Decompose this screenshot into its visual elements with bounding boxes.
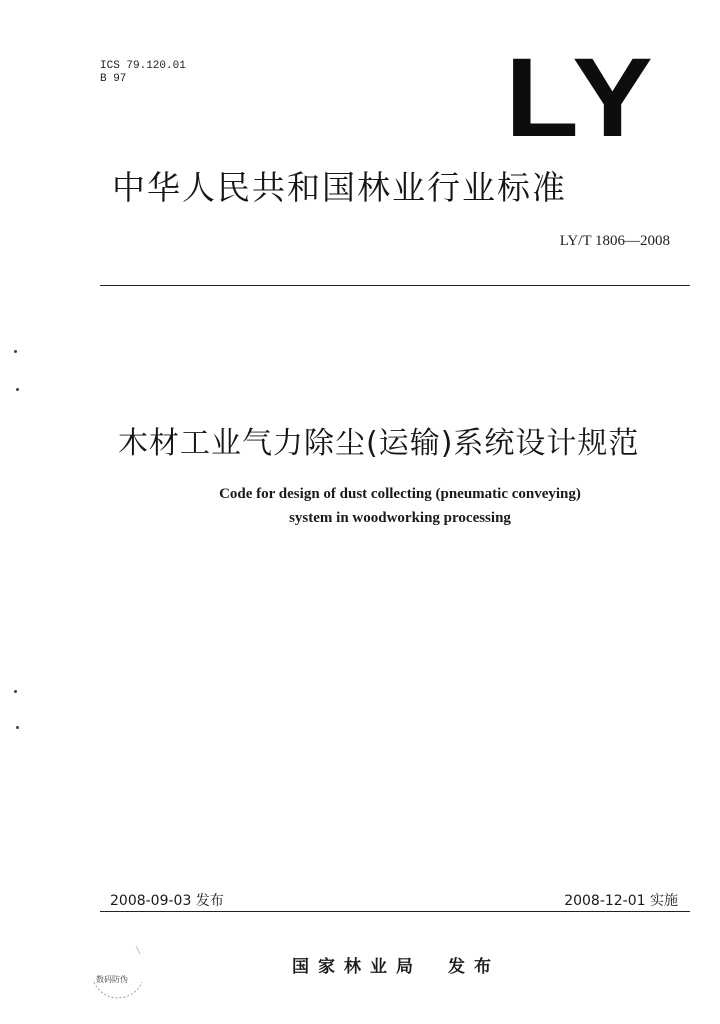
scan-speck <box>16 726 19 729</box>
ccs-code: B 97 <box>100 73 127 85</box>
bottom-divider <box>100 911 690 912</box>
anti-counterfeit-stamp <box>86 940 150 1004</box>
document-title-zh: 木材工业气力除尘(运输)系统设计规范 <box>118 426 640 461</box>
document-title-en-line1: Code for design of dust collecting (pneumatic conveying) <box>219 486 581 502</box>
stamp-text: 数码防伪 <box>96 975 128 984</box>
classification-codes <box>100 60 186 86</box>
scan-speck <box>14 690 17 693</box>
implementation-date: 2008-12-01 实施 <box>564 893 678 909</box>
ly-logo: LY <box>505 35 658 160</box>
scan-speck <box>14 350 17 353</box>
standard-code: LY/T 1806—2008 <box>559 233 670 249</box>
scan-speck <box>16 388 19 391</box>
standard-title: 中华人民共和国林业行业标准 <box>112 168 567 207</box>
document-title-en-line2: system in woodworking processing <box>289 510 511 526</box>
issuer: 国家林业局 发布 <box>292 957 500 977</box>
top-divider <box>100 285 690 286</box>
ics-code: ICS 79.120.01 <box>100 60 186 72</box>
issue-date: 2008-09-03 发布 <box>110 893 224 909</box>
